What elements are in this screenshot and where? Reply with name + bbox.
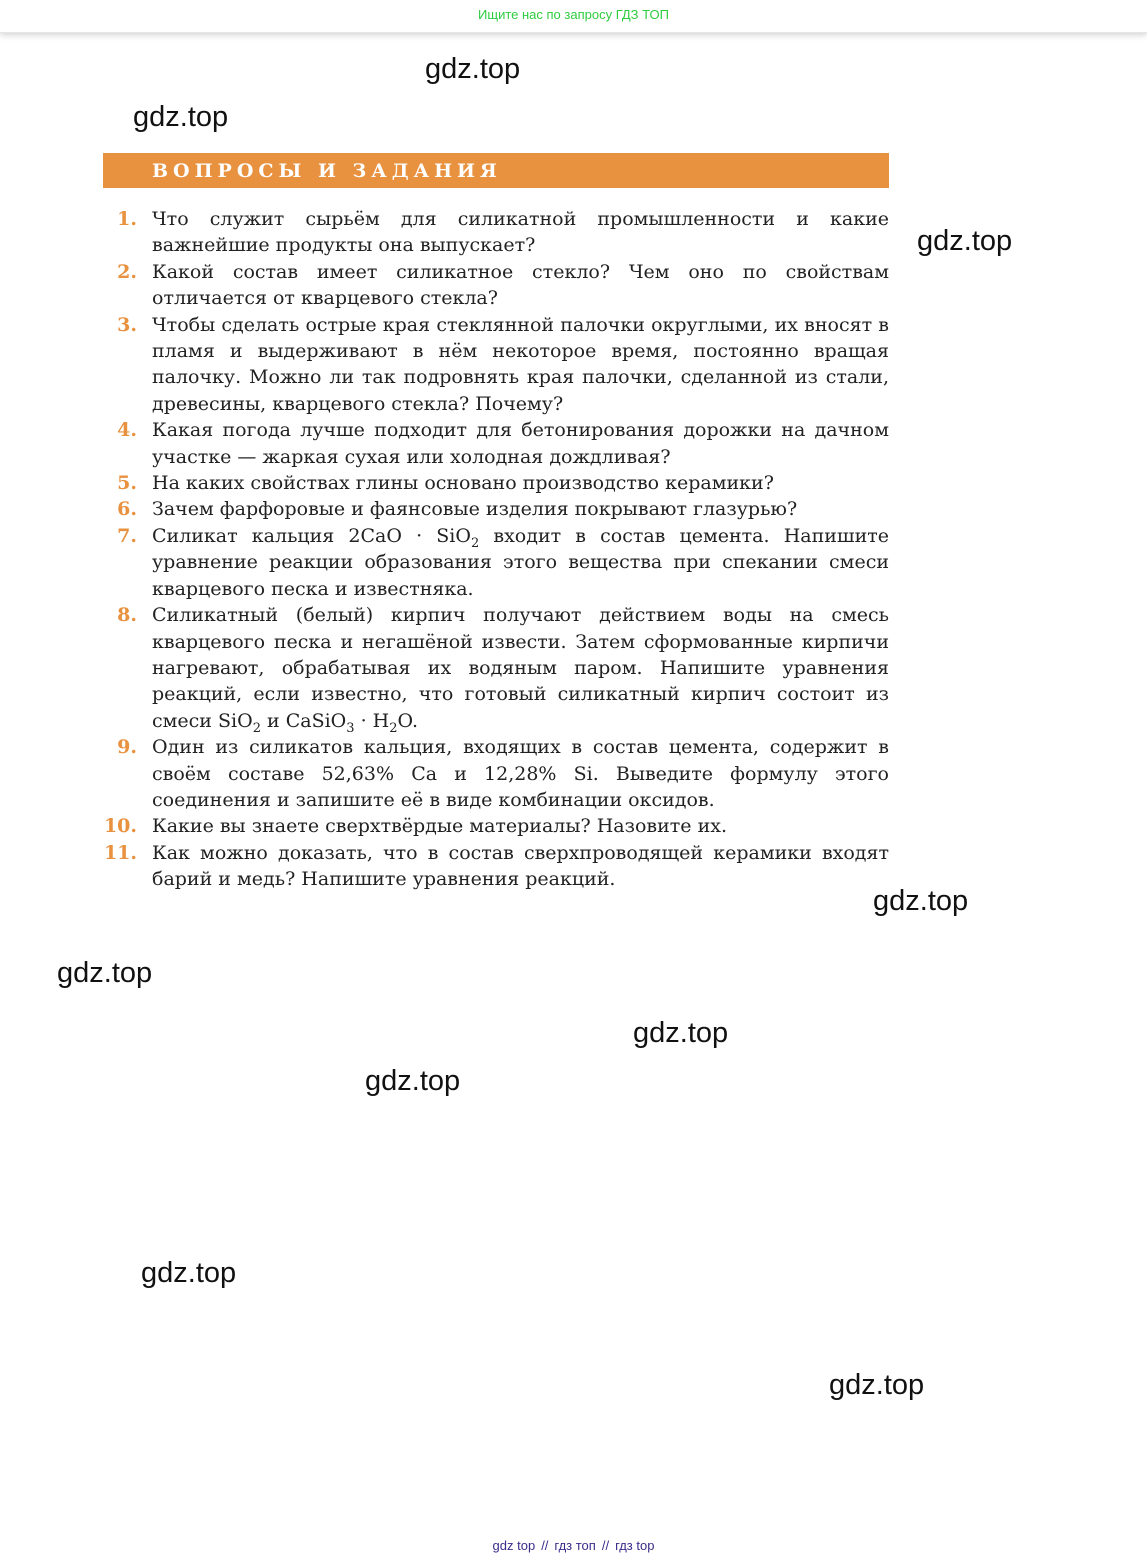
question-number: 10. bbox=[103, 815, 137, 838]
question-item bbox=[103, 417, 889, 470]
question-number: 9. bbox=[117, 736, 137, 759]
questions-list bbox=[103, 206, 889, 893]
watermark: gdz.top bbox=[633, 1017, 729, 1049]
question-text: Какая погода лучше подходит для бетонирования дорожки на дачном участке — жаркая сухая или холодная дождливая? bbox=[152, 419, 889, 468]
question-number: 6. bbox=[117, 498, 137, 521]
question-text: Как можно доказать, что в состав сверхпроводящей керамики входят барий и медь? Напишите уравнения реакций. bbox=[152, 841, 889, 891]
question-text-part: · H bbox=[354, 709, 390, 732]
question-item bbox=[103, 259, 889, 312]
subscript: 2 bbox=[252, 720, 261, 736]
question-text: Один из силикатов кальция, входящих в состав цемента, содержит в своём составе 52,63% Ca и 12,28% Si. Выведите формулу этого соединения и запишите её в виде комбинации оксидов. bbox=[152, 736, 889, 811]
question-item bbox=[103, 602, 889, 734]
question-number: 11. bbox=[103, 841, 137, 864]
footer-links bbox=[0, 1538, 1147, 1553]
question-text-part: входит в состав цемента. Напишите уравнение реакции образования этого вещества при спекании смеси кварцевого песка и известняка. bbox=[152, 524, 889, 600]
question-text-part: O. bbox=[397, 709, 419, 732]
watermark: gdz.top bbox=[917, 225, 1013, 257]
question-text: На каких свойствах глины основано производство керамики? bbox=[152, 472, 774, 495]
question-item bbox=[103, 734, 889, 813]
watermark: gdz.top bbox=[141, 1257, 237, 1289]
section-header bbox=[103, 153, 889, 188]
question-number: 7. bbox=[117, 524, 137, 547]
watermark: gdz.top bbox=[365, 1065, 461, 1097]
section-title: ВОПРОСЫ И ЗАДАНИЯ bbox=[152, 160, 502, 182]
footer-link-gdz-top-ru[interactable]: гдз топ bbox=[554, 1538, 596, 1553]
footer-separator: // bbox=[601, 1538, 610, 1553]
footer-link-gdz-top-mixed[interactable]: гдз top bbox=[615, 1538, 655, 1553]
question-text: Какие вы знаете сверхтвёрдые материалы? Назовите их. bbox=[152, 815, 727, 838]
question-item bbox=[103, 206, 889, 259]
question-item bbox=[103, 523, 889, 602]
question-text: Какой состав имеет силикатное стекло? Чем оно по свойствам отличается от кварцевого стекла? bbox=[152, 260, 889, 310]
watermark: gdz.top bbox=[425, 53, 521, 85]
question-text: Зачем фарфоровые и фаянсовые изделия покрывают глазурью? bbox=[152, 498, 798, 521]
question-number: 2. bbox=[117, 260, 137, 283]
top-banner bbox=[0, 0, 1147, 33]
question-number: 3. bbox=[117, 313, 137, 336]
question-item bbox=[103, 312, 889, 418]
watermark: gdz.top bbox=[829, 1369, 925, 1401]
footer-link-gdz-top[interactable]: gdz top bbox=[492, 1538, 536, 1553]
subscript: 2 bbox=[470, 535, 480, 551]
watermark: gdz.top bbox=[57, 957, 153, 989]
watermark: gdz.top bbox=[873, 885, 969, 917]
question-number: 1. bbox=[117, 208, 137, 230]
subscript: 3 bbox=[346, 720, 355, 736]
question-text: Что служит сырьём для силикатной промышленности и какие важнейшие продукты она выпускает? bbox=[152, 208, 889, 257]
watermark: gdz.top bbox=[133, 101, 229, 133]
question-number: 5. bbox=[117, 472, 137, 495]
question-text-part: Силикат кальция 2CaO · SiO bbox=[152, 524, 471, 547]
footer-separator: // bbox=[541, 1538, 549, 1553]
question-item bbox=[103, 813, 889, 839]
question-text-part: Силикатный (белый) кирпич получают действием воды на смесь кварцевого песка и негашёной извести. Затем сформованные кирпичи нагревают, обрабатывая их водяным паром. Напишите уравнения реакций, если известно, что готовый силикатный кирпич состоит из смеси SiO bbox=[152, 604, 889, 732]
question-item bbox=[103, 840, 889, 893]
question-text-part: и CaSiO bbox=[260, 709, 347, 732]
question-number: 8. bbox=[117, 604, 137, 627]
question-item bbox=[103, 496, 889, 522]
question-item bbox=[103, 470, 889, 496]
question-text: Чтобы сделать острые края стеклянной палочки округлыми, их вносят в пламя и выдерживают в нём некоторое время, постоянно вращая палочку. Можно ли так подровнять края палочки, сделанной из стали, древесины, кварцевого стекла? Почему? bbox=[152, 313, 889, 415]
question-number: 4. bbox=[117, 419, 137, 442]
banner-search-hint[interactable]: Ищите нас по запросу ГДЗ ТОП bbox=[478, 7, 669, 22]
subscript: 2 bbox=[389, 720, 398, 736]
